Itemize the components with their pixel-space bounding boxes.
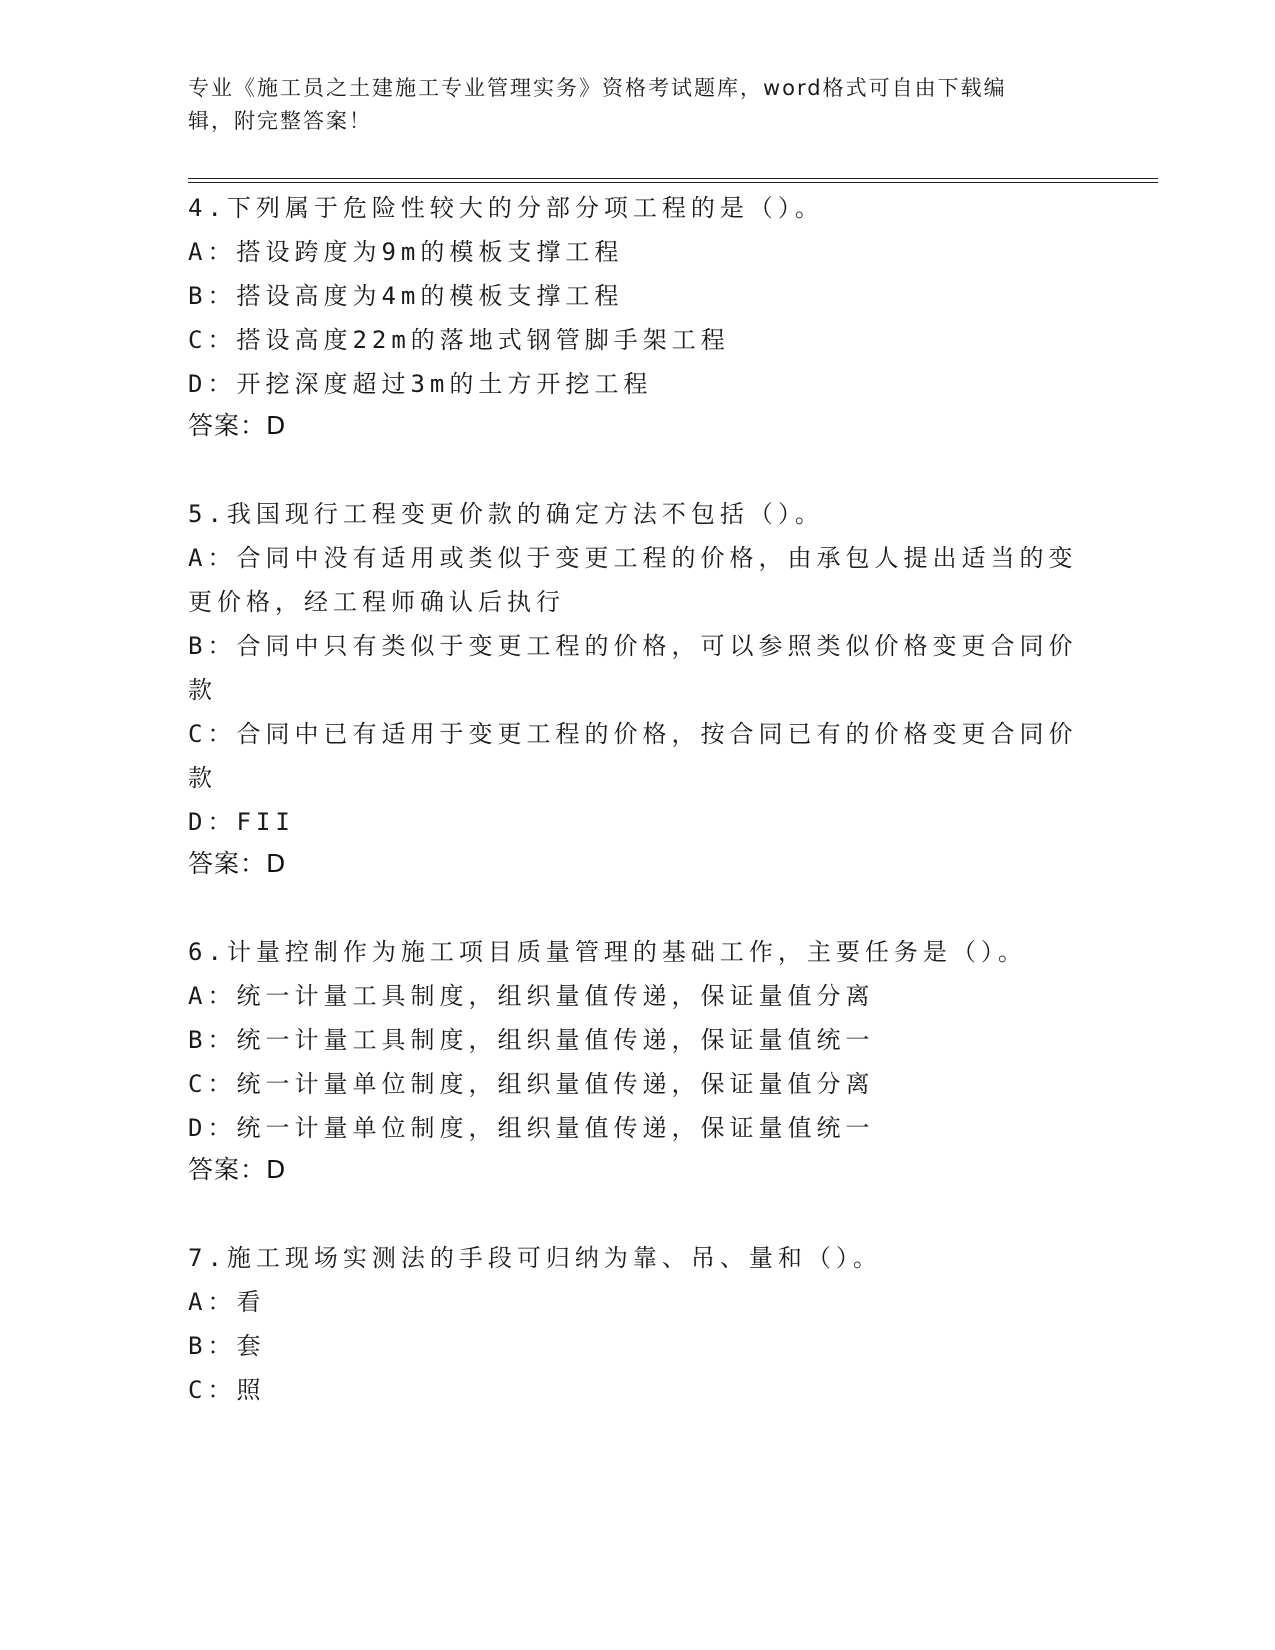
question-4-option-a: A：搭设跨度为9m的模板支撑工程 [188, 238, 624, 266]
header-line-1: 专业《施工员之土建施工专业管理实务》资格考试题库，word格式可自由下载编 [188, 76, 1007, 100]
header-divider-top [188, 178, 1158, 179]
question-4-option-d: D：开挖深度超过3m的土方开挖工程 [188, 370, 653, 398]
question-6-stem: 6.计量控制作为施工项目质量管理的基础工作，主要任务是（）。 [188, 938, 1027, 966]
question-5-option-c-line-2: 款 [188, 764, 217, 792]
question-5-option-b-line-2: 款 [188, 676, 217, 704]
question-4-stem: 4.下列属于危险性较大的分部分项工程的是（）。 [188, 194, 824, 222]
header-divider-bottom [188, 182, 1158, 183]
question-7-stem: 7.施工现场实测法的手段可归纳为靠、吊、量和（）。 [188, 1244, 882, 1272]
question-5-stem: 5.我国现行工程变更价款的确定方法不包括（）。 [188, 500, 824, 528]
question-6-option-d: D：统一计量单位制度，组织量值传递，保证量值统一 [188, 1114, 875, 1142]
question-5-option-a-line-1: A：合同中没有适用或类似于变更工程的价格，由承包人提出适当的变 [188, 544, 1078, 572]
question-5-option-a-line-2: 更价格，经工程师确认后执行 [188, 588, 565, 616]
question-4-option-c: C：搭设高度22m的落地式钢管脚手架工程 [188, 326, 730, 354]
question-6-option-a: A：统一计量工具制度，组织量值传递，保证量值分离 [188, 982, 875, 1010]
question-6-answer: 答案：D [188, 1155, 287, 1184]
question-7-option-b: B：套 [188, 1332, 266, 1360]
question-5-option-b-line-1: B：合同中只有类似于变更工程的价格，可以参照类似价格变更合同价 [188, 632, 1078, 660]
question-4-answer: 答案：D [188, 411, 287, 440]
document-header [188, 72, 1068, 138]
question-4-option-b: B：搭设高度为4m的模板支撑工程 [188, 282, 624, 310]
question-7-option-a: A：看 [188, 1288, 266, 1316]
question-6-option-b: B：统一计量工具制度，组织量值传递，保证量值统一 [188, 1026, 875, 1054]
question-6-option-c: C：统一计量单位制度，组织量值传递，保证量值分离 [188, 1070, 875, 1098]
question-7-option-c: C：照 [188, 1376, 266, 1404]
question-5-answer: 答案：D [188, 849, 287, 878]
header-line-2: 辑，附完整答案！ [188, 109, 372, 133]
question-5-option-d: D：FII [188, 808, 295, 836]
question-5-option-c-line-1: C：合同中已有适用于变更工程的价格，按合同已有的价格变更合同价 [188, 720, 1078, 748]
